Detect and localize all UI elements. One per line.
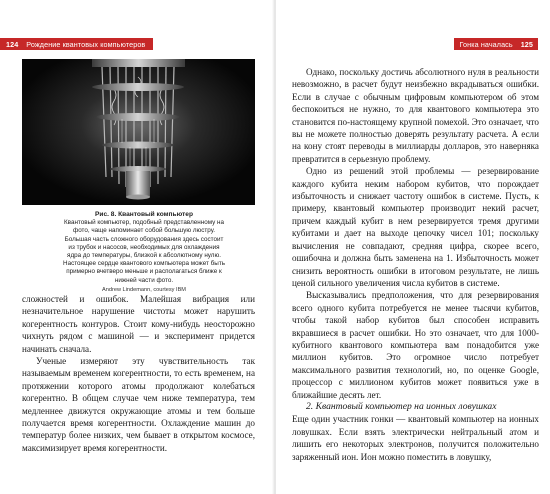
right-running-title: Гонка началась — [459, 39, 513, 49]
figure-description: Квантовый компьютер, подобный представленному на фото, чаще напоминает собой большую люстру. Большая часть сложного оборудования здесь состоит из трубок и насосов, необходимых для охлаждения ядра до температуры, близкой к абсолютному нулю. Настоящее сердце квантового компьютера может быть примерно вчетверо меньше и располагаться ближе к нижней части фото. — [63, 219, 225, 284]
quantum-computer-photo — [22, 59, 255, 205]
left-paragraph-2: Ученые измеряют эту чувствительность так называемым временем когерентности, то есть временем, на протяжении которого атомы продолжают колебаться когерентно. В общем случае чем ниже температура, тем медленнее движутся окружающие атомы и тем больше получается время когерентности. Охлаждение машин до температур более низких, чем бывает в открытом космосе, максимизирует время когерентности. — [22, 356, 255, 453]
right-header-bar — [454, 38, 538, 50]
right-paragraph-3: Высказывались предположения, что для резервирования всего одного кубита потребуется не менее тысячи кубитов, чтобы такой набор кубитов был способен исправить вкравшиеся в расчет ошибки. Но это означает, что для 1000-кубитного квантового компьютера вам понадобится уже миллион кубитов. Это огромное число потребует максимального развития технологий, но, по оценке Google, процессор с миллионом кубитов может появиться уже в ближайшие десять лет. — [292, 290, 539, 400]
left-header-bar — [0, 38, 153, 50]
section-paragraph: Еще один участник гонки — квантовый компьютер на ионных ловушках. Если взять электрически нейтральный атом и лишить его некоторых электронов, получится положительно заряженный ион. Ион можно поместить в ловушку, — [292, 414, 539, 462]
right-paragraph-1: Однако, поскольку достичь абсолютного нуля в реальности невозможно, в расчет будут неизбежно вкрадываться ошибки. Если в случае с обычным цифровым компьютером об этом беспокоиться не нужно, то для квантового компьютера это становится по-настоящему крупной помехой. Это означает, что вы не можете полностью доверять результату расчета. А если на кону стоят переводы в миллиарды долларов, это наверняка превратится в серьезную проблему. — [292, 67, 539, 164]
section-heading: 2. Квантовый компьютер на ионных ловушках — [306, 400, 497, 412]
figure-caption — [62, 211, 226, 294]
left-paragraph-1: сложностей и ошибок. Малейшая вибрация или незначительное нарушение чистоты может нарушить когерентность контуров. Стоит кому-нибудь неосторожно чихнуть рядом с машиной — и эксперимент придется начинать сначала. — [22, 294, 255, 354]
right-page-number: 125 — [520, 39, 533, 49]
right-paragraph-2: Одно из решений этой проблемы — резервирование каждого кубита неким набором кубитов, что порождает избыточность и снижает частоту ошибок в системе. Пусть, к примеру, квантовый компьютер производит некий расчет, причем каждый кубит в нем резервируется тремя другими кубитами и дает на выходе цепочку чисел 101; поскольку вычисления не совпадают, средняя цифра, скорее всего, ошибочна и должна быть заменена на 1. Избыточность может снизить вероятность ошибки в итоговом результате, не лишь ценой сильного увеличения числа кубитов в системе. — [292, 166, 539, 288]
figure-title: Рис. 8. Квантовый компьютер — [95, 211, 193, 218]
left-body-text — [22, 293, 255, 454]
figure-credit: Andrew Lindemann, courtesy IBM — [102, 286, 186, 293]
left-running-title: Рождение квантовых компьютеров — [26, 39, 146, 49]
left-running-head — [0, 38, 274, 50]
left-page — [0, 0, 274, 494]
right-running-head — [276, 38, 550, 50]
right-body-text — [292, 66, 539, 463]
right-page — [276, 0, 550, 494]
left-page-number: 124 — [6, 39, 19, 49]
